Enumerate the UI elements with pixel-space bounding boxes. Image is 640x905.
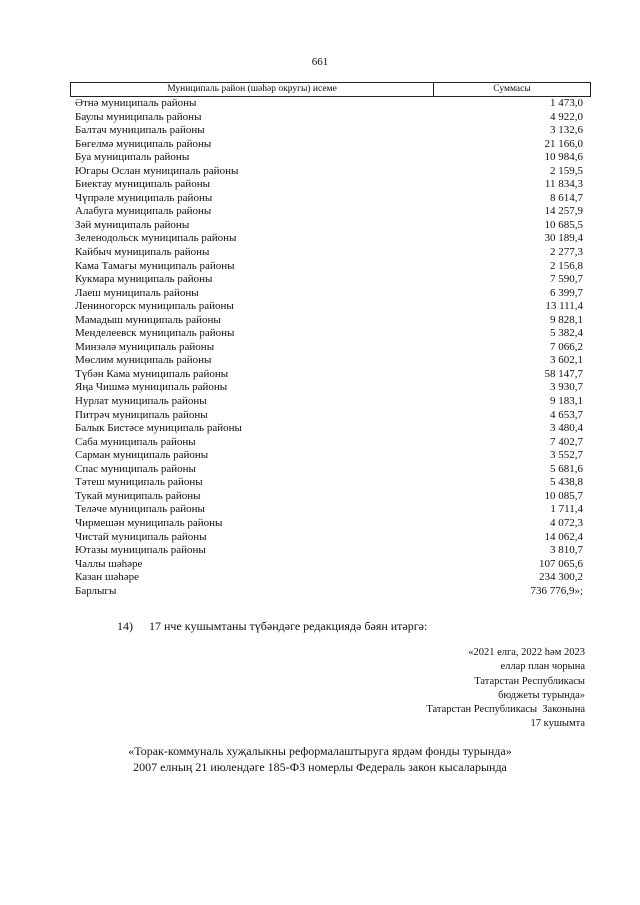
district-sum: 7 402,7	[550, 435, 583, 448]
district-sum: 21 166,0	[544, 137, 583, 150]
district-name: Менделеевск муниципаль районы	[75, 327, 235, 340]
district-sum: 2 159,5	[550, 164, 583, 177]
district-name: Тукай муниципаль районы	[75, 489, 201, 502]
district-sum: 14 257,9	[544, 205, 583, 218]
district-name: Югары Ослан муниципаль районы	[75, 164, 239, 177]
district-sum: 2 277,3	[550, 246, 583, 259]
table-row	[70, 544, 591, 558]
table-row	[70, 138, 591, 152]
table-row	[70, 232, 591, 246]
district-name: Нурлат муниципаль районы	[75, 395, 207, 408]
caption-line: бюджеты турында»	[498, 689, 585, 701]
table-row	[70, 151, 591, 165]
district-name: Мөслим муниципаль районы	[75, 354, 212, 367]
table-row	[70, 354, 591, 368]
item-14-text: 17 нче кушымтаны түбәндәге редакциядә бәян итәргә:	[149, 619, 428, 633]
district-sum: 736 776,9»;	[530, 584, 583, 597]
table-row	[70, 558, 591, 572]
district-name: Кама Тамагы муниципаль районы	[75, 259, 235, 272]
district-sum: 8 614,7	[550, 191, 583, 204]
table-body	[70, 97, 591, 598]
table-row	[70, 287, 591, 301]
table-row	[70, 368, 591, 382]
column-header-name: Муниципаль район (шәһәр округы) исеме	[71, 83, 434, 96]
district-sum: 1 711,4	[550, 503, 583, 516]
table-row	[70, 260, 591, 274]
district-name: Минзәлә муниципаль районы	[75, 340, 215, 353]
table-row	[70, 97, 591, 111]
heading-line: «Торак-коммуналь хуҗалыкны реформалаштыруга ярдәм фонды турында»	[128, 744, 512, 758]
table-row	[70, 178, 591, 192]
district-sum: 107 065,6	[539, 557, 583, 570]
district-name: Зеленодольск муниципаль районы	[75, 232, 237, 245]
table-row	[70, 517, 591, 531]
table-row	[70, 219, 591, 233]
caption-line: еллар план чорына	[500, 661, 585, 673]
table-row	[70, 246, 591, 260]
district-sum: 3 552,7	[550, 449, 583, 462]
table-row	[70, 531, 591, 545]
district-sum: 5 438,8	[550, 476, 583, 489]
district-sum: 10 984,6	[544, 151, 583, 164]
district-name: Буа муниципаль районы	[75, 151, 190, 164]
district-sum: 10 685,5	[544, 218, 583, 231]
district-sum: 11 834,3	[544, 178, 583, 191]
district-name: Казан шәһәре	[75, 571, 140, 584]
district-name: Чистай муниципаль районы	[75, 530, 207, 543]
column-header-sum: Суммасы	[493, 84, 531, 94]
district-sum: 1 473,0	[550, 97, 583, 109]
district-name: Сарман муниципаль районы	[75, 449, 209, 462]
table-row	[70, 422, 591, 436]
district-sum: 234 300,2	[539, 571, 583, 584]
district-name: Питрәч муниципаль районы	[75, 408, 208, 421]
district-name: Зәй муниципаль районы	[75, 218, 190, 231]
table-row	[70, 273, 591, 287]
district-sum: 5 382,4	[550, 327, 583, 340]
caption-line: 17 кушымта	[530, 718, 585, 730]
district-name: Балтач муниципаль районы	[75, 124, 205, 137]
district-name: Теләче муниципаль районы	[75, 503, 205, 516]
table-row	[70, 381, 591, 395]
table-header	[70, 82, 591, 97]
table-row	[70, 436, 591, 450]
table-row	[70, 503, 591, 517]
district-name: Баулы муниципаль районы	[75, 110, 202, 123]
item-14-number: 14)	[117, 619, 133, 633]
table-row	[70, 449, 591, 463]
district-sum: 6 399,7	[550, 286, 583, 299]
table-row	[70, 571, 591, 585]
district-name: Чирмешән муниципаль районы	[75, 516, 223, 529]
district-name: Чүпрәле муниципаль районы	[75, 191, 213, 204]
district-sum: 9 828,1	[550, 313, 583, 326]
district-name: Әтнә муниципаль районы	[75, 97, 197, 109]
district-sum: 5 681,6	[550, 462, 583, 475]
district-sum: 13 111,4	[545, 300, 583, 313]
district-name: Кайбыч муниципаль районы	[75, 246, 210, 259]
table-row	[70, 314, 591, 328]
district-sum: 10 085,7	[544, 489, 583, 502]
district-sum: 7 590,7	[550, 273, 583, 286]
table-row	[70, 490, 591, 504]
district-name: Яңа Чишмә муниципаль районы	[75, 381, 228, 394]
district-name: Лениногорск муниципаль районы	[75, 300, 234, 313]
caption-line: Татарстан Республикасы	[474, 675, 585, 687]
table-row	[70, 341, 591, 355]
district-sum: 4 072,3	[550, 516, 583, 529]
district-sum: 3 480,4	[550, 422, 583, 435]
district-sum: 30 189,4	[544, 232, 583, 245]
table-row	[70, 300, 591, 314]
district-name: Чаллы шәһәре	[75, 557, 143, 570]
district-sum: 4 653,7	[550, 408, 583, 421]
table-row	[70, 585, 591, 599]
district-sum: 3 930,7	[550, 381, 583, 394]
appropriation-table	[70, 82, 591, 598]
district-name: Барлыгы	[75, 584, 117, 597]
table-row	[70, 165, 591, 179]
district-name: Саба муниципаль районы	[75, 435, 196, 448]
caption-line: Татарстан Республикасы Законына	[426, 704, 585, 716]
heading-line: 2007 елның 21 июлендәге 185-ФЗ номерлы Федераль закон кысаларында	[133, 759, 507, 774]
district-name: Лаеш муниципаль районы	[75, 286, 199, 299]
table-row	[70, 124, 591, 138]
table-row	[70, 476, 591, 490]
district-name: Спас муниципаль районы	[75, 462, 196, 475]
district-name: Балык Бистәсе муниципаль районы	[75, 422, 242, 435]
page-number: 661	[311, 56, 329, 68]
table-row	[70, 409, 591, 423]
item-14	[117, 619, 427, 634]
table-row	[70, 111, 591, 125]
caption-line: «2021 елга, 2022 һәм 2023	[468, 647, 585, 658]
section-heading	[0, 744, 640, 775]
table-row	[70, 205, 591, 219]
district-name: Түбән Кама муниципаль районы	[75, 367, 229, 380]
table-row	[70, 192, 591, 206]
table-row	[70, 327, 591, 341]
district-name: Ютазы муниципаль районы	[75, 544, 206, 557]
district-sum: 9 183,1	[550, 395, 583, 408]
appendix-caption	[426, 646, 585, 732]
table-row	[70, 395, 591, 409]
district-name: Мамадыш муниципаль районы	[75, 313, 221, 326]
district-sum: 14 062,4	[544, 530, 583, 543]
district-name: Бөгелмә муниципаль районы	[75, 137, 212, 150]
district-sum: 7 066,2	[550, 340, 583, 353]
district-name: Биектау муниципаль районы	[75, 178, 210, 191]
district-sum: 3 132,6	[550, 124, 583, 137]
table-row	[70, 463, 591, 477]
district-name: Тәтеш муниципаль районы	[75, 476, 203, 489]
district-sum: 3 602,1	[550, 354, 583, 367]
district-sum: 4 922,0	[550, 110, 583, 123]
district-sum: 2 156,8	[550, 259, 583, 272]
district-name: Кукмара муниципаль районы	[75, 273, 213, 286]
district-sum: 3 810,7	[550, 544, 583, 557]
district-sum: 58 147,7	[544, 367, 583, 380]
district-name: Алабуга муниципаль районы	[75, 205, 212, 218]
